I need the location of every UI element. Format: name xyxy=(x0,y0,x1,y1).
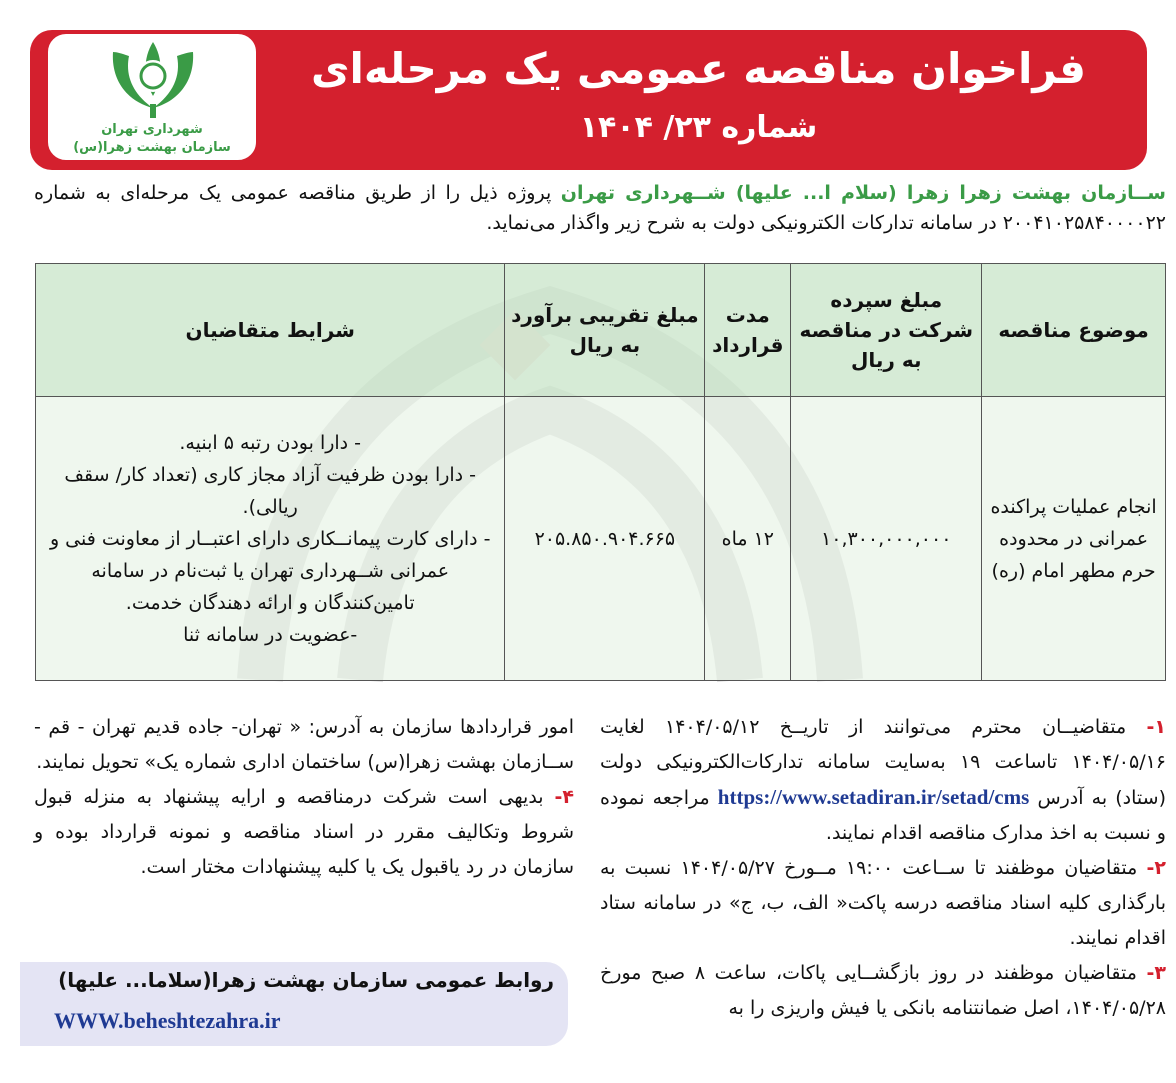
header-deposit: مبلغ سپرده شرکت در مناقصه به ریال xyxy=(791,264,982,397)
instruction-item-4 xyxy=(34,780,574,885)
notice-number: شماره ۲۳/ ۱۴۰۴ xyxy=(579,110,818,145)
intro-text: پروژه ذیل را از طریق مناقصه عمومی یک مرحله‌ای به شماره ۲۰۰۴۱۰۲۵۸۴۰۰۰۰۲۲ در سامانه تدارکات الکترونیکی دولت به شرح زیر واگذار می‌نماید. xyxy=(34,182,1166,234)
cell-deposit: ۱۰,۳۰۰,۰۰۰,۰۰۰ xyxy=(791,397,982,681)
item-number: ۴- xyxy=(554,786,574,808)
logo-text-municipality: شهرداری تهران xyxy=(101,122,203,137)
condition-item: -عضویت در سامانه ثنا xyxy=(183,623,358,646)
cell-duration: ۱۲ ماه xyxy=(705,397,791,681)
logo-text-organization: سازمان بهشت زهرا(س) xyxy=(73,140,231,155)
website-link[interactable]: WWW.beheshtezahra.ir xyxy=(54,1008,281,1033)
header-estimate: مبلغ تقریبی برآورد به ریال xyxy=(505,264,705,397)
instruction-item-2 xyxy=(600,851,1166,956)
setad-url-link[interactable]: https://www.setadiran.ir/setad/cms xyxy=(717,785,1030,809)
notice-title: فراخوان مناقصه عمومی یک مرحله‌ای xyxy=(311,44,1086,93)
item-text: متقاضیان موظفند در روز بازگشــایی پاکات، ساعت ۸ صبح مورخ ۱۴۰۴/۰۵/۲۸، اصل ضمانتنامه بانکی یا فیش واریزی را به xyxy=(600,962,1166,1019)
header-duration: مدت قرارداد xyxy=(705,264,791,397)
instruction-item-3 xyxy=(600,956,1166,1026)
cell-estimate: ۲۰۵.۸۵۰.۹۰۴.۶۶۵ xyxy=(505,397,705,681)
table-row xyxy=(36,397,1166,681)
organization-logo xyxy=(46,32,258,162)
instruction-item-1 xyxy=(600,710,1166,851)
item-text: بدیهی است شرکت درمناقصه و ارایه پیشنهاد به منزله قبول شروط وتکالیف مقرر در اسناد مناقصه و نمونه قرارداد بوده و سازمان در رد یاقبول یک یا کلیه پیشنهادات مختار است. xyxy=(34,786,574,878)
item-number: ۱- xyxy=(1146,716,1167,738)
public-relations-title: روابط عمومی سازمان بهشت زهرا(سلاما... علیها) xyxy=(58,968,554,992)
item-text: مراجعه نموده و نسبت به اخذ مدارک مناقصه اقدام نمایند. xyxy=(600,787,1166,844)
header-subject: موضوع مناقصه xyxy=(982,264,1166,397)
intro-paragraph xyxy=(34,178,1166,238)
item-text: متقاضیان موظفند تا ســاعت ۱۹:۰۰ مــورخ ۱۴۰۴/۰۵/۲۷ نسبت به بارگذاری کلیه اسناد مناقصه درسه پاکت« الف، ب، ج» در سامانه ستاد اقدام نمایند. xyxy=(600,857,1166,949)
item-number: ۲- xyxy=(1146,857,1166,879)
condition-item: - دارای کارت پیمانــکاری دارای اعتبــار از معاونت فنی و عمرانی شــهرداری تهران یا ثبت‌نام در سامانه تامین‌کنندگان و ارائه دهندگان خدمت. xyxy=(49,527,491,614)
tulip-logo-icon xyxy=(103,38,203,120)
cell-conditions xyxy=(36,397,505,681)
instruction-item-3-continued: امور قراردادها سازمان به آدرس: « تهران- جاده قدیم تهران - قم - ســازمان بهشت زهرا(س) ساختمان اداری شماره یک» تحویل نمایند. xyxy=(34,716,574,773)
condition-item: - دارا بودن ظرفیت آزاد مجاز کاری (تعداد کار/ سقف ریالی). xyxy=(64,463,477,518)
header-conditions: شرایط متقاضیان xyxy=(36,264,505,397)
condition-item: - دارا بودن رتبه ۵ ابنیه. xyxy=(179,431,362,454)
item-text: متقاضیــان محترم می‌توانند از تاریــخ ۱۴۰۴/۰۵/۱۲ لغایت ۱۴۰۴/۰۵/۱۶ تاساعت ۱۹ به‌سایت سامانه تدارکات‌الکترونیکی دولت (ستاد) به آدرس xyxy=(600,716,1167,809)
public-relations-box xyxy=(20,962,568,1046)
item-number: ۳- xyxy=(1146,962,1166,984)
instructions-left-column xyxy=(34,710,574,885)
cell-subject: انجام عملیات پراکنده عمرانی در محدوده حرم مطهر امام (ره) xyxy=(982,397,1166,681)
instructions-right-column xyxy=(600,710,1166,1026)
table-header-row xyxy=(36,264,1166,397)
tender-table xyxy=(35,263,1166,681)
organization-name: ســازمان بهشت زهرا زهرا (سلام ا... علیها) شــهرداری تهران xyxy=(560,182,1166,204)
